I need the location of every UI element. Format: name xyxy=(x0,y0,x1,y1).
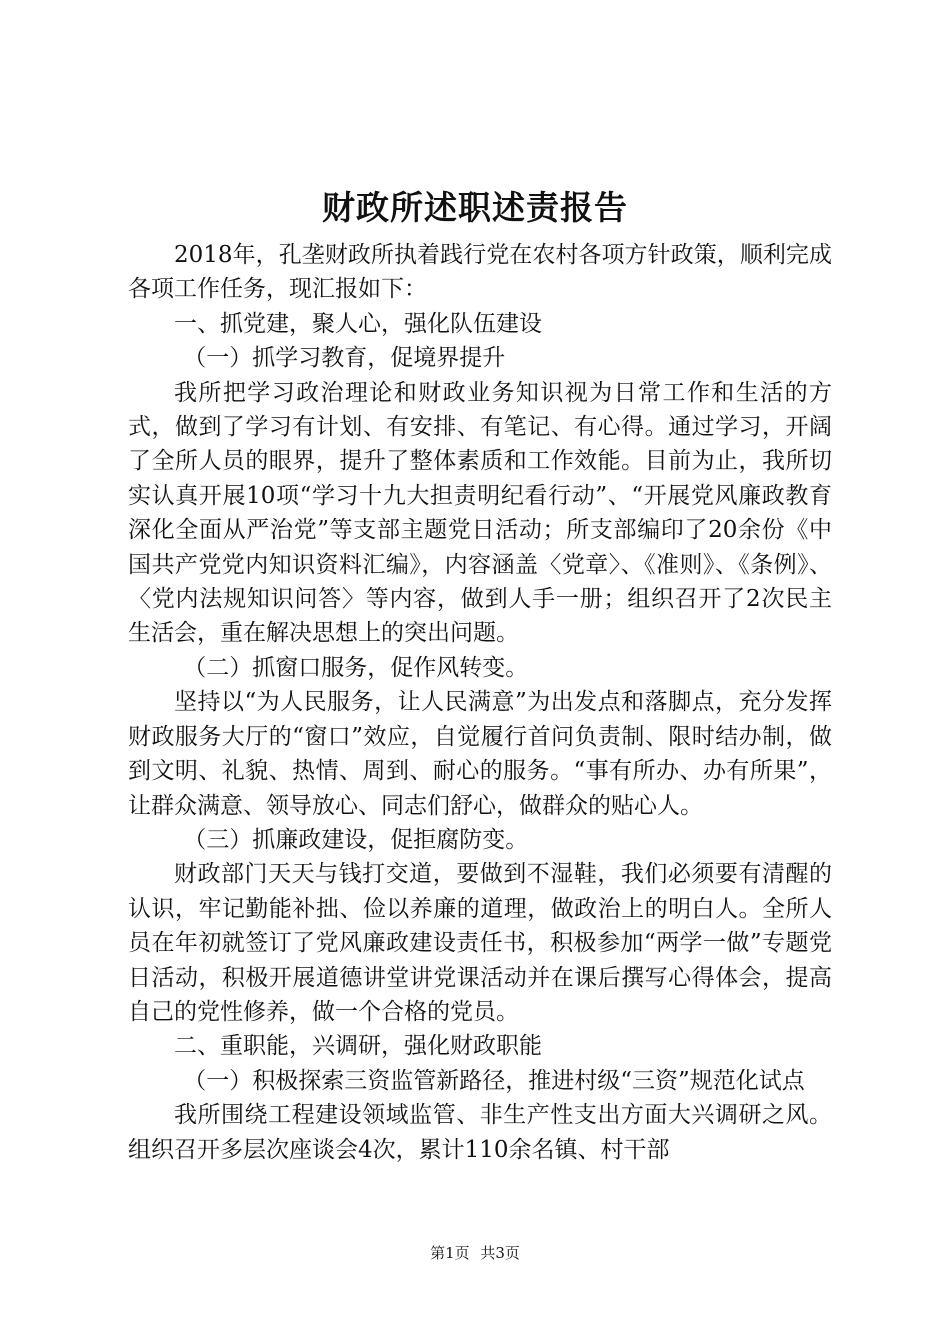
body-paragraph: 坚持以“为人民服务，让人民满意”为出发点和落脚点，充分发挥财政服务大厅的“窗口”效应，自觉履行首问负责制、限时结办制，做到文明、礼貌、热情、周到、耐心的服务。“事有所办、办有所果”，让群众满意、领导放心、同志们舒心，做群众的贴心人。 xyxy=(128,689,832,819)
body-paragraph: 我所围绕工程建设领域监管、非生产性支出方面大兴调研之风。组织召开多层次座谈会4次，累计110余名镇、村干部 xyxy=(128,1102,832,1163)
subsection-heading: （一）抓学习教育，促境界提升 xyxy=(183,345,506,372)
subsection-heading: （三）抓廉政建设，促拒腐防变。 xyxy=(183,826,529,853)
subsection-heading: （二）抓窗口服务，促作风转变。 xyxy=(183,654,529,681)
document-title: 财政所述职述责报告 xyxy=(322,188,628,227)
body-paragraph: 财政部门天天与钱打交道，要做到不湿鞋，我们必须要有清醒的认识，牢记勤能补拙、俭以养廉的道理，做政治上的明白人。全所人员在年初就签订了党风廉政建设责任书，积极参加“两学一做”专题党日活动，积极开展道德讲堂讲党课活动并在课后撰写心得体会，提高自己的党性修养，做一个合格的党员。 xyxy=(128,861,832,1025)
section-heading: 一、抓党建，聚人心，强化队伍建设 xyxy=(174,310,542,337)
section-heading: 二、重职能，兴调研，强化财政职能 xyxy=(174,1033,542,1060)
page-number: 第1页 xyxy=(430,1244,470,1262)
page-total: 共3页 xyxy=(480,1244,520,1262)
intro-paragraph: 2018年，孔垄财政所执着践行党在农村各项方针政策，顺利完成各项工作任务，现汇报如下： xyxy=(128,242,832,303)
subsection-heading: （一）积极探索三资监管新路径，推进村级“三资”规范化试点 xyxy=(183,1067,805,1094)
body-paragraph: 我所把学习政治理论和财政业务知识视为日常工作和生活的方式，做到了学习有计划、有安排、有笔记、有心得。通过学习，开阔了全所人员的眼界，提升了整体素质和工作效能。目前为止，我所切实认真开展10项“学习十九大担责明纪看行动”、“开展党风廉政教育深化全面从严治党”等支部主题党日活动；所支部编印了20余份《中国共产党党内知识资料汇编》，内容涵盖〈党章〉、《准则》、《条例》、〈党内法规知识问答〉等内容，做到人手一册；组织召开了2次民主生活会，重在解决思想上的突出问题。 xyxy=(128,379,832,647)
page-footer xyxy=(0,1243,950,1263)
document-body xyxy=(128,238,832,1167)
